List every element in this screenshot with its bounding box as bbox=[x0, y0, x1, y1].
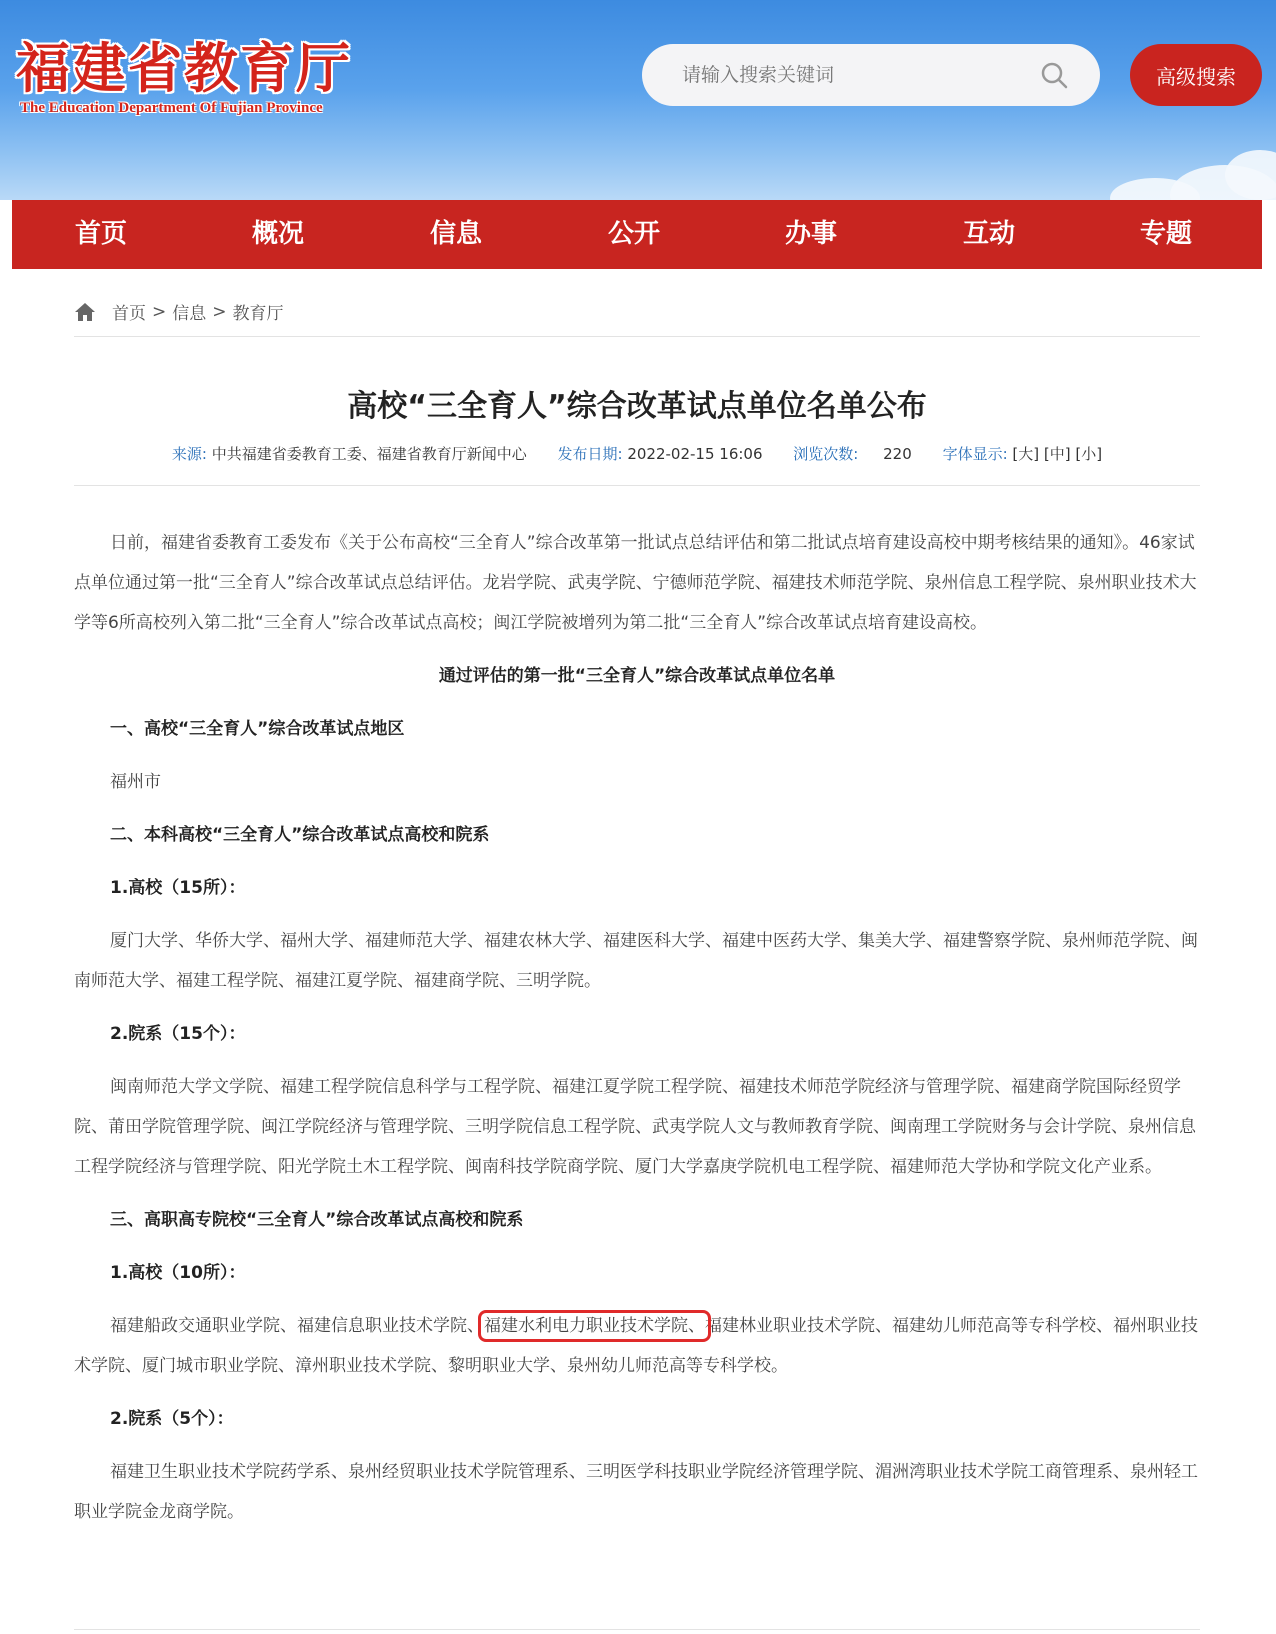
article-meta bbox=[74, 443, 1200, 464]
divider bbox=[74, 336, 1200, 337]
nav-item-public[interactable]: 公开 bbox=[608, 219, 661, 249]
section-1-content: 福州市 bbox=[110, 772, 161, 792]
section-3-sub-1-title: 1.高校（10所）： bbox=[110, 1263, 246, 1283]
nav-item-interact[interactable]: 互动 bbox=[963, 219, 1016, 249]
intro-paragraph: 日前，福建省委教育工委发布《关于公布高校“三全育人”综合改革第一批试点总结评估和第二批试点培育建设高校中期考核结果的通知》。46家试点单位通过第一批“三全育人”综合改革试点总结评估。龙岩学院、武夷学院、宁德师范学院、福建技术师范学院、泉州信息工程学院、泉州职业技术大学等6所高校列入第二批“三全育人”综合改革试点高校；闽江学院被增列为第二批“三全育人”综合改革试点培育建设高校。 bbox=[74, 533, 1197, 633]
section-1-title: 一、高校“三全育人”综合改革试点地区 bbox=[110, 719, 405, 739]
search-input[interactable] bbox=[680, 63, 1024, 87]
date-value: 2022-02-15 16:06 bbox=[627, 445, 763, 463]
highlighted-college: 福建水利电力职业技术学院、 bbox=[484, 1316, 705, 1336]
section-2-sub-2-content: 闽南师范大学文学院、福建工程学院信息科学与工程学院、福建江夏学院工程学院、福建技术师范学院经济与管理学院、福建商学院国际经贸学院、莆田学院管理学院、闽江学院经济与管理学院、三明学院信息工程学院、武夷学院人文与教师教育学院、闽南理工学院财务与会计学院、泉州信息工程学院经济与管理学院、阳光学院土木工程学院、闽南科技学院商学院、厦门大学嘉庚学院机电工程学院、福建师范大学协和学院文化产业系。 bbox=[74, 1077, 1196, 1177]
breadcrumb-home[interactable]: 首页 bbox=[112, 304, 146, 324]
nav-item-home[interactable]: 首页 bbox=[75, 219, 128, 249]
content-panel bbox=[12, 269, 1262, 1634]
search-box bbox=[642, 44, 1100, 106]
site-header bbox=[0, 0, 1276, 200]
breadcrumb-department[interactable]: 教育厅 bbox=[232, 304, 284, 324]
home-icon bbox=[74, 302, 96, 322]
breadcrumb bbox=[74, 299, 284, 324]
font-size-small-link[interactable]: [小] bbox=[1075, 445, 1103, 463]
views-label: 浏览次数: bbox=[793, 445, 859, 463]
article-body bbox=[74, 523, 1200, 1532]
nav-item-topics[interactable]: 专题 bbox=[1140, 219, 1193, 249]
source-label: 来源: bbox=[171, 445, 207, 463]
views-value: 220 bbox=[883, 445, 912, 463]
list-title: 通过评估的第一批“三全育人”综合改革试点单位名单 bbox=[438, 666, 836, 686]
site-logo-english: The Education Department Of Fujian Province bbox=[20, 100, 323, 116]
section-3-sub-2-content: 福建卫生职业技术学院药学系、泉州经贸职业技术学院管理系、三明医学科技职业学院经济管理学院、湄洲湾职业技术学院工商管理系、泉州轻工职业学院金龙商学院。 bbox=[74, 1462, 1198, 1522]
section-2-sub-1-content: 厦门大学、华侨大学、福州大学、福建师范大学、福建农林大学、福建医科大学、福建中医药大学、集美大学、福建警察学院、泉州师范学院、闽南师范大学、福建工程学院、福建江夏学院、福建商学院、三明学院。 bbox=[74, 931, 1198, 991]
site-logo[interactable]: 福建省教育厅 bbox=[16, 36, 352, 100]
nav-item-overview[interactable]: 概况 bbox=[252, 219, 305, 249]
font-size-medium-link[interactable]: [中] bbox=[1043, 445, 1071, 463]
nav-item-services[interactable]: 办事 bbox=[785, 219, 838, 249]
college-list-part-2: 福建林业职业技术学院、福建幼儿师范高等专科学校、福州职业技术学院、厦门城市职业学院、漳州职业技术学院、黎明职业大学、泉州幼儿师范高等专科学校。 bbox=[74, 1316, 1198, 1376]
section-2-sub-1-title: 1.高校（15所）： bbox=[110, 878, 246, 898]
divider bbox=[74, 485, 1200, 486]
source-value: 中共福建省委教育工委、福建省教育厅新闻中心 bbox=[211, 445, 527, 463]
font-size-label: 字体显示: bbox=[942, 445, 1008, 463]
section-2-title: 二、本科高校“三全育人”综合改革试点高校和院系 bbox=[110, 825, 490, 845]
divider bbox=[74, 1629, 1200, 1630]
nav-item-info[interactable]: 信息 bbox=[430, 219, 483, 249]
section-3-title: 三、高职高专院校“三全育人”综合改革试点高校和院系 bbox=[110, 1210, 524, 1230]
breadcrumb-separator: > bbox=[152, 301, 167, 322]
section-3-sub-2-title: 2.院系（5个）： bbox=[110, 1409, 234, 1429]
college-list-part-1: 福建船政交通职业学院、福建信息职业技术学院、 bbox=[110, 1316, 484, 1336]
article-title: 高校“三全育人”综合改革试点单位名单公布 bbox=[347, 389, 927, 424]
search-icon[interactable] bbox=[1040, 61, 1068, 89]
breadcrumb-info[interactable]: 信息 bbox=[172, 304, 207, 324]
font-size-large-link[interactable]: [大] bbox=[1012, 445, 1040, 463]
date-label: 发布日期: bbox=[557, 445, 623, 463]
section-3-sub-1-content bbox=[74, 1306, 1200, 1386]
main-nav bbox=[12, 200, 1262, 269]
section-2-sub-2-title: 2.院系（15个）： bbox=[110, 1024, 246, 1044]
breadcrumb-separator: > bbox=[212, 301, 227, 322]
advanced-search-button[interactable]: 高级搜索 bbox=[1130, 44, 1262, 106]
